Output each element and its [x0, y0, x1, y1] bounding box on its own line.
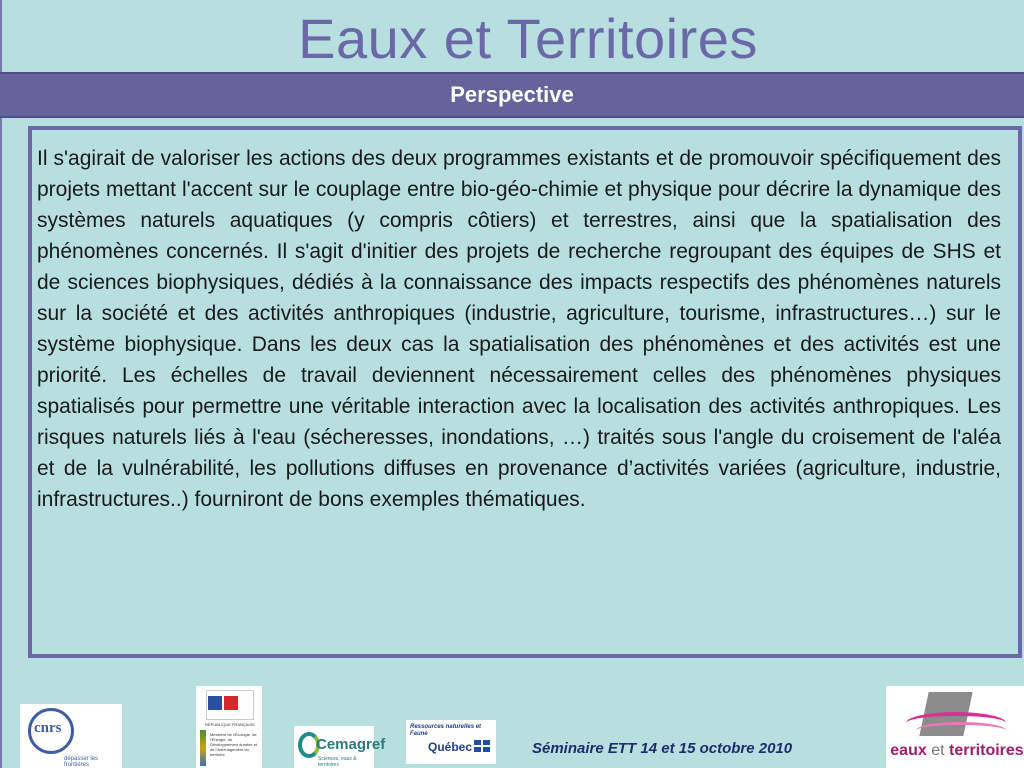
ministry-logo	[196, 686, 262, 768]
ministry-label: Ministère de l'Écologie, de l'Énergie, du Développement durable et de l'Aménagement du territoire	[210, 732, 257, 757]
slide-title: Eaux et Territoires	[298, 7, 758, 70]
ett-word-eaux: eaux	[890, 742, 927, 759]
cnrs-logo	[20, 704, 122, 768]
footer-event: Séminaire ETT 14 et 15 octobre 2010	[532, 740, 793, 757]
quebec-logo	[406, 720, 496, 764]
ministry-bars-icon	[200, 730, 206, 766]
quebec-name: Québec	[428, 740, 473, 754]
ett-wave-icon-2	[916, 722, 1006, 739]
quebec-ministry-label: Ressources naturelles et Faune	[410, 724, 482, 737]
cemagref-tagline: Sciences, eaux & territoires	[318, 756, 357, 768]
ett-logo	[886, 686, 1024, 768]
republic-label: RÉPUBLIQUE FRANÇAISE	[205, 722, 255, 727]
cemagref-logo	[294, 726, 386, 768]
quebec-flag-icon	[474, 740, 490, 752]
flag-blue-stripe	[208, 696, 222, 710]
ett-word-et: et	[931, 742, 945, 759]
cnrs-letters: cnrs	[34, 720, 62, 736]
cemagref-name: Cemagref	[316, 736, 386, 753]
ett-wordmark	[890, 742, 1024, 760]
cnrs-tagline: dépasser les frontières	[64, 756, 99, 768]
body-text: Il s'agirait de valoriser les actions des deux programmes existants et de promouvoir spécifiquement des projets mettant l'accent sur le couplage entre bio-géo-chimie et physique pour décrire la dynamique des systèmes naturels aquatiques (y compris côtiers) et terrestres, ainsi que la spatialisation des phénomènes concernés. Il s'agit d'initier des projets de recherche regroupant des équipes de SHS et de sciences biophysiques, dédiés à la connaissance des impacts respectifs des phénomènes naturels sur la société et des activités anthropiques (industrie, agriculture, tourisme, infrastructures…) sur le système biophysique. Dans les deux cas la spatialisation des phénomènes et des activités est une priorité. Les échelles de travail deviennent nécessairement celles des phénomènes physiques spatialisés pour permettre une véritable interaction avec la localisation des activités anthropiques. Les risques naturels liés à l'eau (sécheresses, inondations, …) traités sous l'angle du croisement de l'aléa et de la vulnérabilité, les pollutions diffuses en provenance d’activités variées (agriculture, industrie, infrastructures..) fourniront de bons exemples thématiques.	[37, 147, 1001, 511]
flag-red-stripe	[224, 696, 238, 710]
section-header: Perspective	[0, 72, 1024, 118]
ett-word-territoires: territoires	[949, 742, 1024, 759]
